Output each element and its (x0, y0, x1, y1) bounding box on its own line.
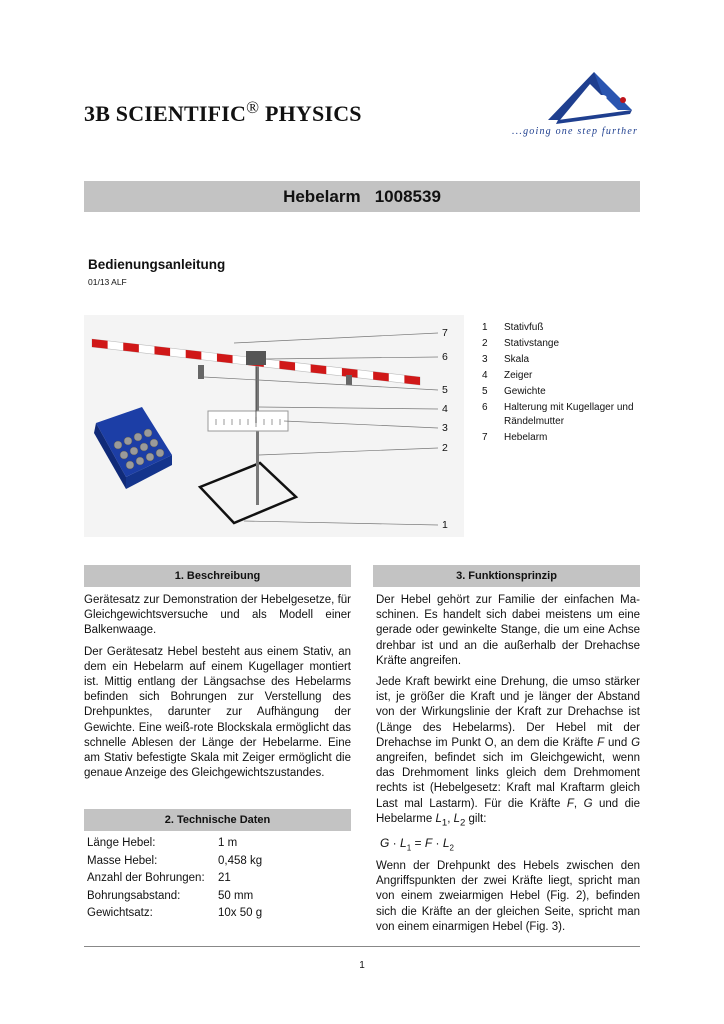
text-run: , (573, 797, 584, 810)
section-funktionsprinzip (373, 565, 640, 941)
spec-value: 0,458 kg (218, 854, 263, 867)
scale-plate (208, 411, 288, 431)
legend-num: 6 (482, 402, 488, 413)
symbol-f: F (597, 736, 605, 749)
section-beschreibung (84, 565, 351, 787)
callout-4: 4 (442, 403, 448, 415)
weight-left (198, 365, 204, 379)
spec-key: Masse Hebel: (87, 854, 158, 867)
callout-1: 1 (442, 519, 448, 531)
symbol-g: G (631, 736, 641, 749)
legend-num: 3 (482, 354, 488, 365)
legend-num: 2 (482, 338, 488, 349)
formula-dot: · (389, 836, 401, 851)
subscript: 1 (441, 817, 448, 829)
text-run: und die Hebelarme (376, 797, 640, 825)
legend-text: Skala (504, 354, 530, 365)
section-heading: 1. Beschreibung (84, 565, 351, 587)
legend-num: 5 (482, 386, 488, 397)
brand-title (84, 98, 362, 127)
logo-text: 3B (584, 91, 608, 113)
symbol-l: L (453, 812, 460, 825)
paragraph: Der Gerätesatz Hebel besteht aus einem Stativ, an dem ein Hebelarm auf einem Kugellager montiert ist. Mittig entlang der Längsachse des Hebelarms befinden sich Bohrungen zur Verstellung des Drehpunktes, darunter zur Aufhängung der Gewichte. Eine weiß-rote Blockskala ermöglicht das schnelle Ablesen der Länge der Hebelarme. Eine am Stativ befestigte Skala mit Zeiger ermöglicht die genaue Anzeige des Gleichgewichtszustandes. (84, 645, 351, 780)
legend-text: Halterung mit Kugellager und Rändelmutter (504, 402, 634, 427)
legend-text: Gewichte (504, 386, 546, 397)
callout-5: 5 (442, 384, 448, 396)
formula-l: L (400, 836, 407, 851)
spec-value: 50 mm (218, 889, 254, 902)
symbol-l: L (435, 812, 442, 825)
holder (246, 351, 266, 365)
legend-num: 7 (482, 432, 488, 443)
paragraph: Der Hebel gehört zur Familie der einfachen Maschinen. Es handelt sich dabei meistens um eine gerade oder gewinkelte Stange, die um eine Achse drehbar ist und an die außerhalb der Drehachse Kräfte angreifen. (376, 594, 640, 667)
section-heading: 3. Funktionsprinzip (373, 565, 640, 587)
parts-legend (482, 320, 644, 446)
spec-key: Gewichtsatz: (87, 907, 153, 919)
registered-mark: ® (246, 98, 260, 117)
legend-item (482, 430, 644, 446)
legend-item (482, 401, 644, 428)
spec-row (87, 853, 351, 871)
footer-rule (84, 946, 640, 947)
spec-key: Länge Hebel: (87, 837, 156, 849)
symbol-f: F (566, 797, 574, 810)
callout-6: 6 (442, 351, 448, 363)
paragraph (376, 675, 640, 830)
legend-text: Hebelarm (504, 432, 548, 443)
spec-row (87, 905, 351, 923)
page-number: 1 (359, 960, 365, 971)
document-title: Hebelarm 1008539 (283, 187, 441, 206)
legend-item (482, 320, 644, 336)
section-technische-daten (84, 809, 351, 923)
formula-equals: = (411, 836, 425, 851)
brand-main: 3B SCIENTIFIC (84, 101, 247, 126)
text-run: Jede Kraft bewirkt eine Drehung, die umso stärker ist, je größer die Kraft und je länger der Abstand von der Wirkungslinie der Kraft zur Drehachse ist (Länge des Hebelarms). Der Hebel mit der Drehachse im Punkt O, an dem die Kräfte (376, 676, 640, 749)
spec-row (87, 870, 351, 888)
symbol-g: G (583, 797, 593, 810)
version-label: 01/13 ALF (88, 277, 127, 287)
legend-item (482, 336, 644, 352)
spec-key: Bohrungsabstand: (87, 889, 181, 902)
legend-num: 1 (482, 322, 488, 333)
section-body (373, 593, 640, 935)
callout-3: 3 (442, 422, 448, 434)
text-run: , (447, 812, 454, 825)
spec-value: 10x 50 g (218, 907, 263, 919)
legend-num: 4 (482, 370, 488, 381)
brand-tail: PHYSICS (259, 101, 362, 126)
formula-f: F (424, 836, 433, 851)
formula-sub: 2 (449, 843, 454, 853)
paragraph: Wenn der Drehpunkt des Hebels zwischen den Angriffspunkten der zwei Kräfte liegt, spricht man von einem zweiarmigen Hebel (Fig. 2), befinden sich die Kräfte an der gleichen Seite, spricht man von einem einarmigen Hebel (Fig. 3). (376, 859, 640, 933)
text-run: angreifen, befindet sich im Gleichgewicht, wenn das Drehmoment links gleich dem Drehmoment rechts ist (Hebelgesetz: Kraft mal Kraftarm gleich Last mal Lastarm). Für die Kräfte (376, 752, 640, 810)
spec-value: 21 (218, 872, 231, 884)
spec-row (87, 888, 351, 906)
legend-text: Stativfuß (504, 322, 544, 333)
formula-l: L (442, 836, 450, 851)
subscript: 2 (459, 817, 466, 829)
text-run: gilt: (465, 812, 487, 825)
specs-table (84, 835, 351, 923)
section-heading: 2. Technische Daten (84, 809, 351, 831)
legend-item (482, 384, 644, 400)
spec-key: Anzahl der Bohrungen: (87, 872, 205, 884)
callout-7: 7 (442, 327, 448, 339)
apparatus-figure (84, 315, 464, 537)
formula-g: G (380, 836, 390, 851)
subtitle: Bedienungsanleitung (88, 257, 226, 272)
legend-text: Zeiger (504, 370, 533, 381)
formula-dot: · (432, 836, 443, 851)
legend-item (482, 368, 644, 384)
callout-2: 2 (442, 442, 448, 454)
weight-right (346, 375, 352, 385)
spec-value: 1 m (218, 837, 238, 849)
3b-logo (540, 68, 640, 128)
formula-sub: 1 (406, 843, 412, 853)
title-bar (84, 181, 640, 212)
lever-formula (380, 836, 640, 856)
text-run: und (604, 736, 632, 749)
legend-item (482, 352, 644, 368)
paragraph: Gerätesatz zur Demonstration der Hebelgesetze, für Gleichgewichtsversuche und als Modell einer Balkenwaage. (84, 594, 351, 637)
section-body (84, 593, 351, 781)
tagline: ...going one step further (512, 126, 639, 137)
legend-text: Stativstange (504, 338, 560, 349)
spec-row (87, 835, 351, 853)
